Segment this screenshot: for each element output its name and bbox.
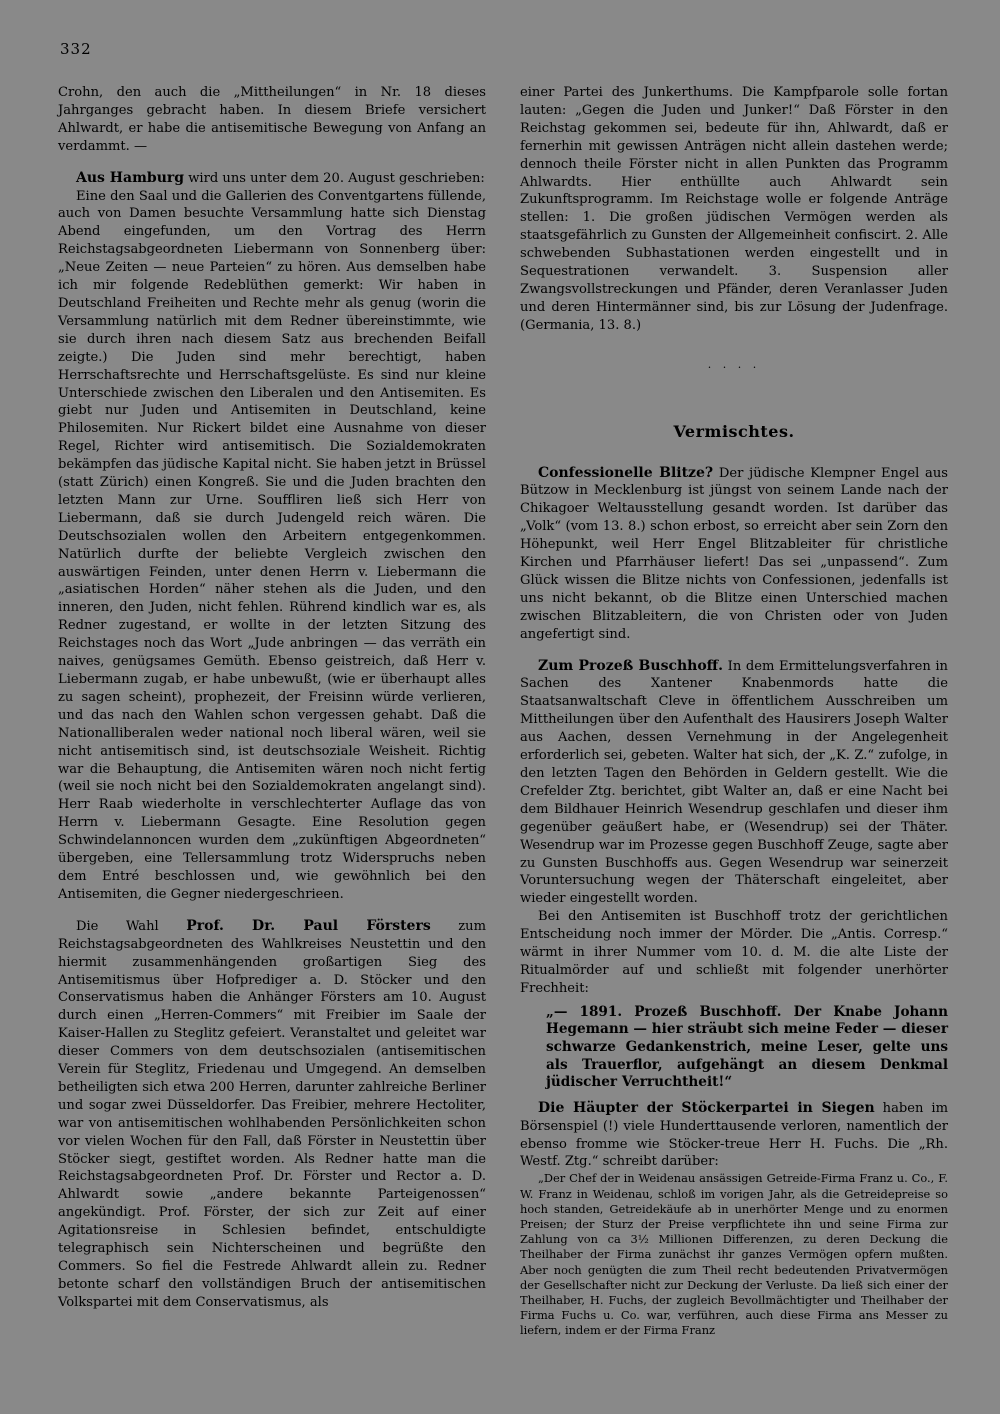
- blitze-paragraph: [520, 465, 948, 644]
- hamburg-heading: Aus Hamburg: [76, 169, 185, 186]
- blitze-heading: Confessionelle Blitze?: [538, 464, 714, 481]
- left-paragraph-1: Crohn, den auch die „Mittheilungen“ in Nr. 18 dieses Jahrganges gebracht haben. In diesem Briefe versichert Ahlwardt, er habe die antisemitische Bewegung von Anfang an verdammt. —: [58, 85, 486, 154]
- buschhoff-body: In dem Ermittelungsverfahren in Sachen des Xantener Knabenmords hatte die Staatsanwaltschaft Cleve in öffentlichem Ausschreiben um Mittheilungen über den Aufenthalt des Hausirers Joseph Walter aus Aachen, dessen Vernehmung in der Angelegenheit erforderlich sei, gebeten. Walter hat sich, der „K. Z.“ zufolge, in den letzten Tagen den Behörden in Geldern gestellt. Wie die Crefelder Ztg. berichtet, gibt Walter an, daß er eine Nacht bei dem Bildhauer Heinrich Wesendrup geschlafen und dieser ihm gegenüber geäußert habe, er (Wesendrup) sei der Thäter. Wesendrup war im Prozesse gegen Buschhoff Zeuge, sagte aber zu Gunsten Buschhoffs aus. Gegen Wesendrup war seinerzeit Voruntersuchung wegen der Thäterschaft eingeleitet, aber wieder eingestellt worden.: [520, 658, 948, 907]
- separator-dots: · · · ·: [707, 360, 761, 374]
- right-paragraph-1: einer Partei des Junkerthums. Die Kampfparole solle fortan lauten: „Gegen die Juden und Junker!“ Daß Förster in den Reichstag gekommen sei, bedeute für ihn, Ahlwardt, daß er fernerhin mit gewissen Anträgen nicht allein dastehen werde; dennoch theile Förster nicht in allen Punkten das Programm Ahlwardts. Hier enthüllte auch Ahlwardt sein Zukunftsprogramm. Im Reichstage wolle er folgende Anträge stellen: 1. Die großen jüdischen Vermögen werden als staatsgefährlich zu Gunsten der Allgemeinheit confiscirt. 2. Alle schwebenden Subhastationen werden eingestellt und in Sequestrationen verwandelt. 3. Suspension aller Zwangsvollstreckungen und Pfänder, deren Veranlasser Juden und deren Hintermänner sind, bis zur Lösung der Judenfrage. (Germania, 13. 8.): [520, 85, 948, 333]
- wahl-prefix: Die Wahl: [76, 918, 159, 934]
- page-number: 332: [60, 40, 92, 58]
- hamburg-intro-paragraph: [58, 170, 486, 188]
- left-column: [58, 84, 486, 1312]
- haeupter-body: haben im Börsenspiel (!) viele Hunderttausende verloren, namentlich der ebenso fromme wie Stöcker-treue Herr H. Fuchs. Die „Rh. Westf. Ztg.“ schreibt darüber:: [520, 1100, 948, 1170]
- small-print-quote: „Der Chef der in Weidenau ansässigen Getreide-Firma Franz u. Co., F. W. Franz in Weidenau, schloß im vorigen Jahr, als die Getreidepreise so hoch standen, Getreidekäufe ab in unerhörter Menge und zu enormen Preisen; der Sturz der Preise verpflichtete ihn und seine Firma zur Zahlung von ca 3½ Millionen Differenzen, zu deren Deckung die Theilhaber der Firma zunächst ihr ganzes Vermögen opfern mußten. Aber noch genügten die zum Theil recht bedeutenden Privatvermögen der Gesellschafter nicht zur Deckung der Verluste. Da ließ sich einer der Theilhaber, H. Fuchs, der zugleich Bevollmächtigter und Theilhaber der Firma Fuchs u. Co. war, verführen, auch diese Firma ans Messer zu liefern, indem er der Firma Franz: [520, 1171, 948, 1338]
- haeupter-heading: Die Häupter der Stöckerpartei in Siegen: [538, 1099, 875, 1116]
- buschhoff-heading: Zum Prozeß Buschhoff.: [538, 657, 724, 674]
- quote-block: „— 1891. Prozeß Buschhoff. Der Knabe Johann Hegemann — hier sträubt sich meine Feder — dieser schwarze Gedankenstrich, meine Leser, gelte uns als Trauerflor, aufgehängt an diesem Denkmal jüdischer Verruchtheit!“: [546, 1003, 948, 1091]
- wahl-heading: Prof. Dr. Paul Försters: [186, 917, 431, 934]
- hamburg-intro-text: wird uns unter dem 20. August geschrieben:: [188, 170, 485, 186]
- buschhoff-paragraph: [520, 658, 948, 909]
- antisemiten-paragraph: Bei den Antisemiten ist Buschhoff trotz der gerichtlichen Entscheidung noch immer der Mörder. Die „Antis. Corresp.“ wärmt in ihrer Nummer vom 10. d. M. die alte Liste der Ritualmörder auf und schließt mit folgender unerhörter Frechheit:: [520, 909, 948, 996]
- blitze-body: Der jüdische Klempner Engel aus Bützow in Mecklenburg ist jüngst von seinem Lande nach der Chikagoer Weltausstellung gesandt worden. Ist darüber das „Volk“ (vom 13. 8.) schon erbost, so erreicht aber sein Zorn den Höhepunkt, weil Herr Engel Blitzableiter für christliche Kirchen und Pfarrhäuser liefert! Das sei „unpassend“. Zum Glück wissen die Blitze nichts von Confessionen, jedenfalls ist uns nicht bekannt, ob die Blitze einen Unterschied machen zwischen Blitzableitern, die von Christen oder von Juden angefertigt sind.: [520, 465, 948, 642]
- haeupter-paragraph: [520, 1100, 948, 1172]
- section-heading: Vermischtes.: [673, 421, 795, 441]
- wahl-paragraph: [58, 918, 486, 1312]
- right-column: [520, 84, 948, 1339]
- hamburg-body: Eine den Saal und die Gallerien des Conventgartens füllende, auch von Damen besuchte Versammlung hatte sich Dienstag Abend eingefunden, um den Vortrag des Herrn Reichstagsabgeordneten Liebermann von Sonnenberg über: „Neue Zeiten — neue Parteien“ zu hören. Aus demselben habe ich mir folgende Redeblüthen gemerkt: Wir haben in Deutschland Freiheiten und Rechte mehr als genug (worin die Versammlung natürlich mit dem Redner übereinstimmte, wie sie durch ihren nach diesem Satz aus brechenden Beifall zeigte.) Die Juden sind mehr berechtigt, haben Herrschaftsrechte und Herrschaftsgelüste. Es sind nur kleine Unterschiede zwischen den Liberalen und den Antisemiten. Es giebt nur Juden und Antisemiten in Deutschland, keine Philosemiten. Nur Rickert bildet eine Ausnahme von dieser Regel, Richter wird antisemitisch. Die Sozialdemokraten bekämpfen das jüdische Kapital nicht. Sie haben jetzt in Brüssel (statt Zürich) einen Kongreß. Sie und die Juden brachten den letzten Mann zur Urne. Souffliren ließ sich Herr von Liebermann, daß sie durch Judengeld reich wären. Die Deutschsozialen wollen den Arbeitern entgegenkommen. Natürlich durfte der beliebte Vergleich zwischen den auswärtigen Feinden, unter denen Herrn v. Liebermann die „asiatischen Horden“ näher stehen als die Juden, und den inneren, den Juden, nicht fehlen. Rührend kindlich war es, als Redner zugestand, er wollte in der letzten Sitzung des Reichstages noch das Wort „Jude anbringen — das verräth ein naives, genügsames Gemüth. Ebenso geistreich, daß Herr v. Liebermann zugab, er habe unbewußt, (wie er überhaupt alles zu sagen scheint), prophezeit, der Freisinn würde verlieren, und das nach den Wahlen schon vergessen gehabt. Daß die Nationalliberalen weder national noch liberal wären, weil sie nicht antisemitisch sind, ist deutschsoziale Weisheit. Richtig war die Behauptung, die Antisemiten wären noch nicht fertig (weil sie noch nicht bei den Sozialdemokraten angelangt sind). Herr Raab wiederholte in verschlechterter Auflage das von Herrn v. Liebermann Gesagte. Eine Resolution gegen Schwindelannoncen wurden dem „zukünftigen Abgeordneten“ übergeben, eine Tellersammlung trotz Widerspruchs neben dem Entré beschlossen und, wie gewöhnlich bei den Antisemiten, die Gegner niedergeschrieen.: [58, 188, 486, 902]
- wahl-body: zum Reichstagsabgeordneten des Wahlkreises Neustettin und den hiermit zusammenhängenden großartigen Sieg des Antisemitismus über Hofprediger a. D. Stöcker und den Conservatismus haben die Anhänger Försters am 10. August durch einen „Herren-Commers“ mit Freibier im Saale der Kaiser-Hallen zu Steglitz gefeiert. Veranstaltet und geleitet war dieser Commers von dem deutschsozialen (antisemitischen Verein für Steglitz, Friedenau und Umgegend. An demselben betheiligten sich etwa 200 Herren, darunter zahlreiche Berliner und sogar zwei Düsseldorfer. Das Freibier, mehrere Hectoliter, war von antisemitischen wohlhabenden Persönlichkeiten schon vor vielen Wochen für den Fall, daß Förster in Neustettin über Stöcker siegt, gestiftet worden. Als Redner hatte man die Reichstagsabgeordneten Prof. Dr. Förster und Rector a. D. Ahlwardt sowie „andere bekannte Parteigenossen“ angekündigt. Prof. Förster, der sich zur Zeit auf einer Agitationsreise in Schlesien befindet, entschuldigte telegraphisch sein Nichterscheinen und begrüßte den Commers. So fiel die Festrede Ahlwardt allein zu. Redner betonte scharf den vollständigen Bruch der antisemitischen Volkspartei mit dem Conservatismus, als: [58, 918, 486, 1310]
